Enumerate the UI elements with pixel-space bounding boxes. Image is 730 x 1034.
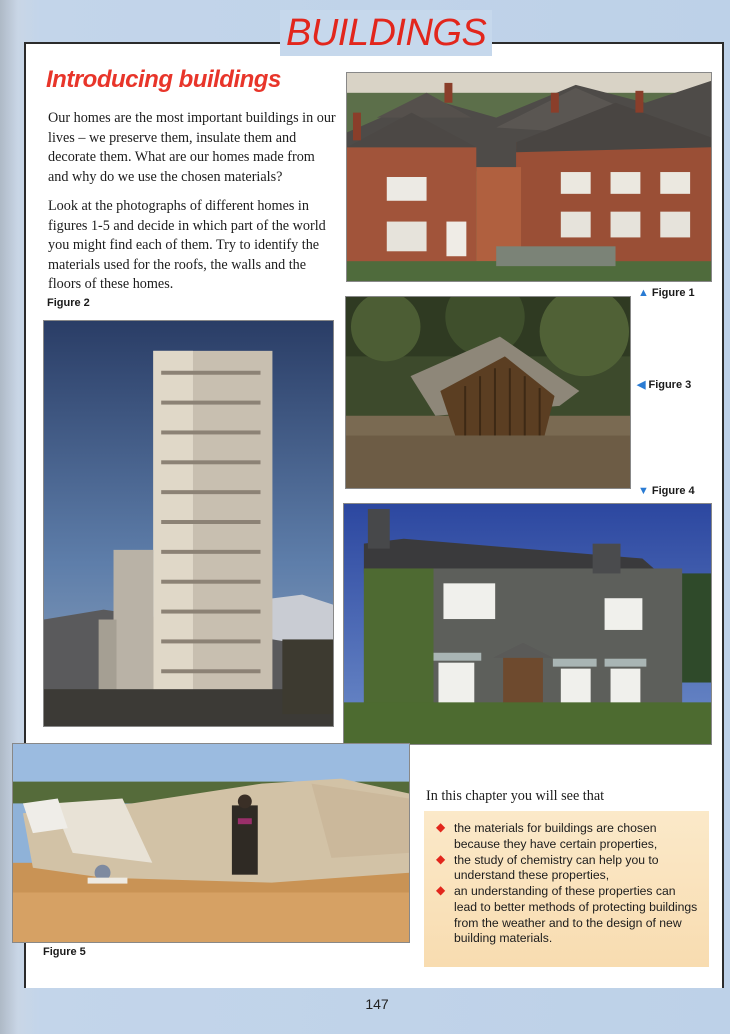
summary-bullet: ◆ an understanding of these properties can lead to better methods of protecting buildings from the weather and to the design of new building materials. bbox=[436, 883, 698, 946]
page-title: BUILDINGS bbox=[280, 10, 492, 56]
intro-paragraph-1: Our homes are the most important buildings in our lives – we preserve them, insulate them and decorate them. What are our homes made from and why do we use the chosen materials? bbox=[48, 110, 336, 185]
red-diamond-icon: ◆ bbox=[436, 883, 446, 898]
summary-bullet: ◆ the materials for buildings are chosen because they have certain properties, bbox=[436, 820, 658, 851]
figure-1-photo bbox=[346, 72, 712, 282]
figure-3-photo bbox=[345, 296, 631, 489]
figure-4-label: ▼ Figure 4 bbox=[638, 485, 695, 497]
chapter-summary-box bbox=[424, 811, 709, 967]
figure-5-photo bbox=[12, 743, 410, 943]
red-diamond-icon: ◆ bbox=[436, 820, 446, 834]
left-arrow-icon: ◀ bbox=[637, 379, 646, 391]
chapter-intro: In this chapter you will see that bbox=[426, 788, 605, 804]
section-heading: Introducing buildings bbox=[46, 66, 281, 93]
intro-paragraph-2: Look at the photographs of different homes in figures 1-5 and decide in which part of the world you might find each of them. Try to identify the materials used for the roofs, the walls and the floors of these homes. bbox=[48, 198, 326, 292]
red-diamond-icon: ◆ bbox=[436, 851, 446, 866]
page-number: 147 bbox=[365, 996, 389, 1012]
summary-bullet: ◆ the study of chemistry can help you to understand these properties, bbox=[436, 851, 659, 883]
figure-1-label: ▲ Figure 1 bbox=[638, 287, 695, 299]
up-arrow-icon: ▲ bbox=[638, 287, 649, 299]
figure-2-photo bbox=[43, 320, 334, 727]
down-arrow-icon: ▼ bbox=[638, 485, 649, 497]
figure-3-label: ◀ Figure 3 bbox=[637, 379, 692, 391]
figure-4-photo bbox=[343, 503, 712, 745]
figure-5-label: Figure 5 bbox=[43, 946, 86, 958]
figure-2-label: Figure 2 bbox=[47, 297, 90, 309]
